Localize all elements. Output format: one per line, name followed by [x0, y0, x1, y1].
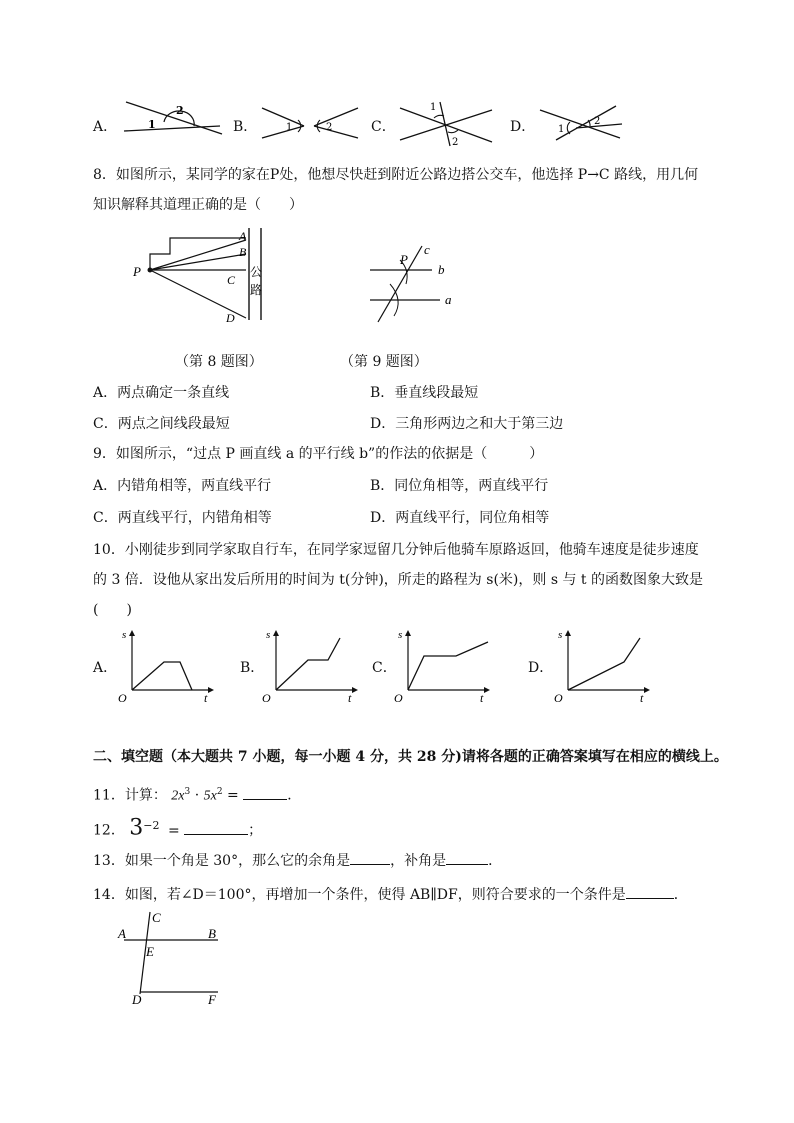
q10-option-d-label[interactable]: D．	[528, 660, 554, 676]
figure-label: O	[394, 691, 403, 705]
q7-figure-a	[118, 98, 228, 138]
q9-option-c[interactable]: C．两直线平行，内错角相等	[93, 510, 272, 526]
q14-label-d: D	[132, 992, 142, 1007]
q10-option-b-label[interactable]: B．	[240, 660, 265, 676]
q9-option-b[interactable]: B．同位角相等，两直线平行	[370, 478, 549, 494]
q8-label-d: D	[226, 311, 235, 325]
q8-label-p: P	[133, 264, 141, 279]
q11-term-a: 2x	[171, 788, 185, 804]
figure-label: s	[122, 629, 127, 641]
text-fragment: 12．	[93, 822, 125, 839]
q8-text-line-2: 知识解释其道理正确的是（ ）	[93, 197, 303, 213]
text-fragment: ．	[673, 887, 688, 903]
figure-label: O	[262, 691, 271, 705]
figure-label: s	[398, 629, 403, 641]
q7c-angle-1: 1	[430, 102, 437, 113]
figure-label: t	[640, 691, 644, 705]
figure-label: s	[266, 629, 271, 641]
q8-road-char-1: 公	[250, 265, 263, 279]
q10-text-line-1: 10．小刚徒步到同学家取自行车，在同学家逗留几分钟后他骑车原路返回，他骑车速度是徒步速度	[93, 542, 699, 558]
q10-graph-d	[554, 628, 654, 706]
q12-answer-blank[interactable]	[184, 820, 248, 835]
figure-label: t	[348, 691, 352, 705]
q8-figure	[130, 222, 280, 332]
q9-option-d[interactable]: D．两直线平行，同位角相等	[370, 510, 550, 526]
q13-line	[93, 850, 502, 871]
q14-label-c: C	[152, 910, 161, 925]
q12-exponent: −2	[143, 819, 160, 832]
q8-option-c[interactable]: C．两点之间线段最短	[93, 416, 230, 432]
q8-text-line-1: 8．如图所示，某同学的家在P处，他想尽快赶到附近公路边搭公交车，他选择 P→C 路线，用几何	[93, 167, 699, 183]
q10-option-c-label[interactable]: C．	[372, 660, 397, 676]
q13-supplement-blank[interactable]	[446, 850, 488, 865]
q9-figure-caption: （第 9 题图）	[340, 354, 428, 370]
q11-answer-blank[interactable]	[243, 785, 287, 800]
q7a-angle-2: 2	[176, 104, 184, 117]
q7-option-a-label[interactable]: A．	[93, 119, 118, 135]
text-fragment: ．	[488, 853, 503, 869]
section-2-title: 二、填空题（本大题共 7 小题，每一小题 4 分，共 28 分)请将各题的正确答案填写在相应的横线上。	[93, 749, 728, 765]
figure-label: O	[554, 691, 563, 705]
q7-figure-d	[536, 102, 626, 142]
text-fragment: ．	[287, 787, 302, 804]
q7-figure-c	[396, 100, 496, 146]
q7d-angle-2: 2	[594, 116, 601, 127]
text-fragment: 13．如果一个角是 30°，那么它的余角是	[93, 853, 351, 869]
q8-option-a[interactable]: A．两点确定一条直线	[93, 385, 230, 401]
text-fragment: ，补角是	[390, 853, 447, 869]
q14-label-b: B	[208, 926, 216, 941]
q12-line	[93, 816, 262, 841]
q8-figure-caption: （第 8 题图）	[175, 354, 263, 370]
text-fragment: 3	[184, 787, 191, 797]
q7b-angle-2: 2	[326, 122, 333, 133]
q14-answer-blank[interactable]	[626, 884, 674, 899]
text-fragment: =	[167, 822, 180, 839]
q8-label-a: A	[239, 229, 247, 243]
q10-text-line-3: ( )	[93, 602, 132, 618]
q10-graph-c	[394, 628, 494, 706]
text-fragment: 2	[216, 787, 223, 797]
q14-line	[93, 884, 688, 905]
text-fragment: ；	[248, 822, 263, 839]
q9-label-a: a	[445, 292, 452, 307]
q13-complement-blank[interactable]	[350, 850, 390, 865]
q10-option-a-label[interactable]: A．	[93, 660, 118, 676]
q9-text: 9．如图所示，“过点 P 画直线 a 的平行线 b”的作法的依据是（ ）	[93, 446, 544, 462]
q9-label-c: c	[424, 242, 430, 257]
q7a-angle-1: 1	[148, 118, 156, 131]
q9-label-p: P	[400, 252, 408, 267]
q14-figure	[110, 908, 230, 1008]
text-fragment: ·	[194, 787, 200, 804]
q12-base: 3	[129, 815, 144, 841]
figure-label: O	[118, 691, 127, 705]
q8-road-char-2: 路	[250, 283, 263, 297]
figure-label: s	[558, 629, 563, 641]
q10-graph-b	[262, 628, 362, 706]
q7b-angle-1: 1	[286, 122, 293, 133]
q14-label-a: A	[118, 926, 126, 941]
q7-figure-b	[258, 104, 363, 140]
q14-label-f: F	[208, 992, 216, 1007]
q7c-angle-2: 2	[452, 137, 459, 148]
q8-label-c: C	[227, 273, 236, 287]
q9-figure	[360, 238, 470, 328]
q9-option-a[interactable]: A．内错角相等，两直线平行	[93, 478, 272, 494]
q11-term-b: 5x	[203, 788, 217, 804]
text-fragment: =	[227, 787, 239, 804]
q10-graph-a	[118, 628, 218, 706]
text-fragment: 11．计算：	[93, 787, 167, 804]
q11-line	[93, 782, 301, 807]
q8-option-b[interactable]: B．垂直线段最短	[370, 385, 479, 401]
q14-label-e: E	[146, 944, 154, 959]
q10-text-line-2: 的 3 倍．设他从家出发后所用的时间为 t(分钟)，所走的路程为 s(米)，则 s 与 t 的函数图象大致是	[93, 572, 703, 588]
text-fragment: 14．如图，若∠D＝100°，再增加一个条件，使得 AB∥DF，则符合要求的一个条件是	[93, 887, 626, 903]
q8-label-b: B	[239, 245, 247, 259]
figure-label: t	[204, 691, 208, 705]
q7-option-d-label[interactable]: D．	[510, 119, 536, 135]
q7-option-b-label[interactable]: B．	[233, 119, 258, 135]
q9-label-b: b	[438, 262, 445, 277]
figure-label: t	[480, 691, 484, 705]
q8-option-d[interactable]: D．三角形两边之和大于第三边	[370, 416, 564, 432]
q7-option-c-label[interactable]: C．	[371, 119, 396, 135]
q7d-angle-1: 1	[558, 124, 565, 135]
